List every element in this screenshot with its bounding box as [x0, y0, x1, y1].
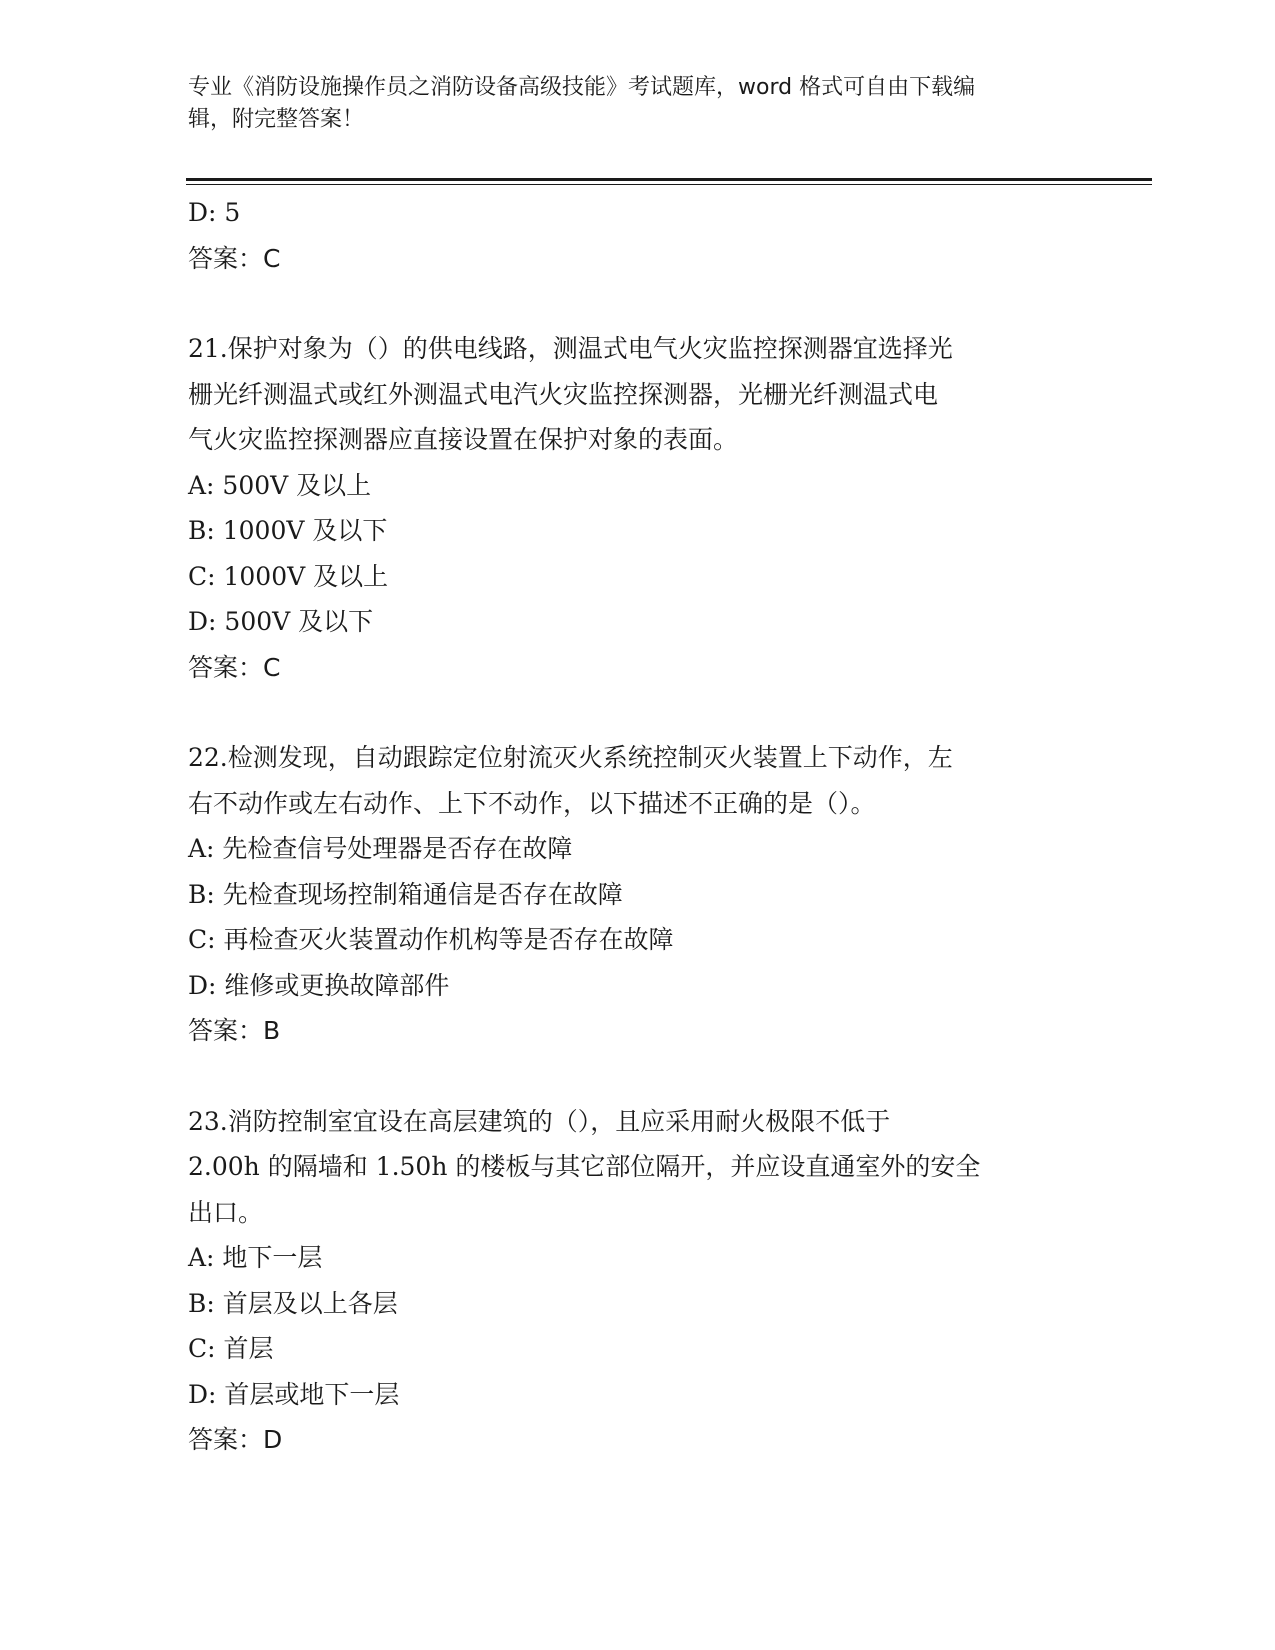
- option-a: A: 500V 及以上: [188, 470, 372, 500]
- header-line-1: 专业《消防设施操作员之消防设备高级技能》考试题库，word 格式可自由下载编: [188, 75, 976, 100]
- stem-line: 22.检测发现，自动跟踪定位射流灭火系统控制灭火装置上下动作，左: [188, 743, 953, 772]
- header-line-2: 辑，附完整答案！: [188, 107, 365, 132]
- page-header: [188, 72, 1088, 136]
- option-d: D: 500V 及以下: [188, 607, 374, 636]
- stem-line: 2.00h 的隔墙和 1.50h 的楼板与其它部位隔开，并应设直通室外的安全: [188, 1152, 981, 1181]
- prev-option-d: D: 5: [188, 198, 241, 227]
- stem-line: 23.消防控制室宜设在高层建筑的（），且应采用耐火极限不低于: [188, 1106, 891, 1136]
- prev-answer: 答案：C: [188, 243, 281, 273]
- answer: 答案：D: [188, 1425, 283, 1454]
- option-d: D: 维修或更换故障部件: [188, 970, 450, 1000]
- question-23: [188, 1099, 1088, 1463]
- question-stem: [188, 735, 1088, 826]
- stem-line: 21.保护对象为（）的供电线路，测温式电气火灾监控探测器宜选择光: [188, 334, 953, 363]
- header-divider-thick: [186, 178, 1152, 181]
- option-a: A: 地下一层: [188, 1243, 323, 1272]
- answer: 答案：C: [188, 652, 281, 682]
- option-c: C: 1000V 及以上: [188, 561, 389, 591]
- question-21: [188, 326, 1088, 690]
- stem-line: 右不动作或左右动作、上下不动作，以下描述不正确的是（）。: [188, 788, 876, 818]
- stem-line: 栅光纤测温式或红外测温式电汽火灾监控探测器，光栅光纤测温式电: [188, 379, 939, 409]
- option-d: D: 首层或地下一层: [188, 1379, 400, 1409]
- header-divider-thin: [186, 184, 1152, 185]
- option-b: B: 先检查现场控制箱通信是否存在故障: [188, 879, 623, 909]
- answer: 答案：B: [188, 1016, 281, 1045]
- option-b: B: 首层及以上各层: [188, 1288, 398, 1318]
- stem-line: 气火灾监控探测器应直接设置在保护对象的表面。: [188, 425, 739, 454]
- stem-line: 出口。: [188, 1197, 264, 1227]
- question-content: [188, 190, 1088, 1463]
- question-stem: [188, 326, 1088, 463]
- question-stem: [188, 1099, 1088, 1236]
- option-c: C: 首层: [188, 1334, 274, 1363]
- option-c: C: 再检查灭火装置动作机构等是否存在故障: [188, 925, 674, 954]
- option-a: A: 先检查信号处理器是否存在故障: [188, 834, 573, 863]
- question-22: [188, 735, 1088, 1054]
- option-b: B: 1000V 及以下: [188, 516, 388, 545]
